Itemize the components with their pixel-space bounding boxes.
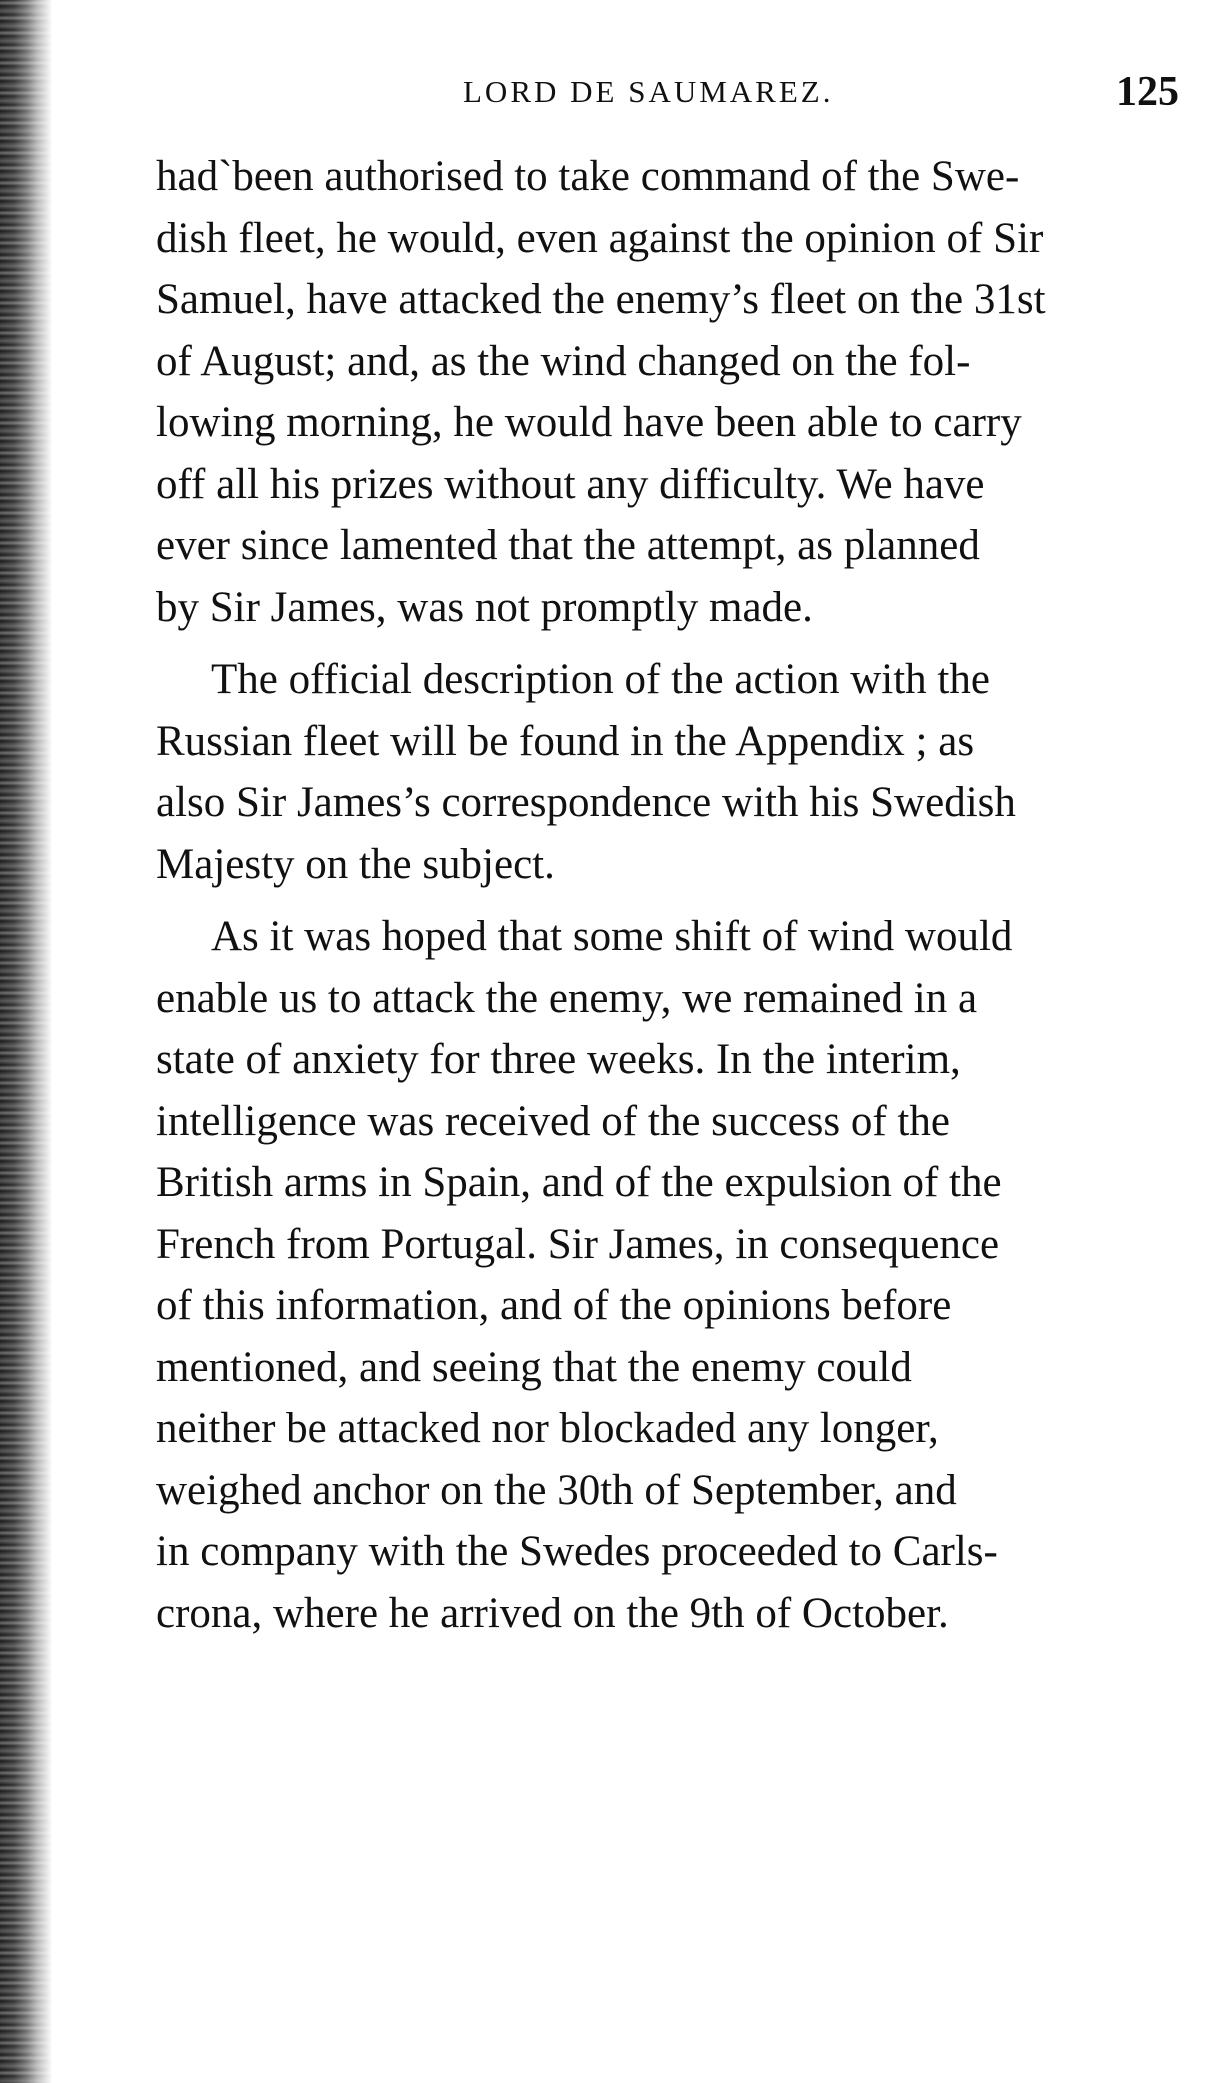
text-line: Samuel, have attacked the enemy’s fleet on the 31st	[156, 276, 1046, 323]
text-line: As it was hoped that some shift of wind would	[211, 913, 1013, 960]
text-line: British arms in Spain, and of the expulsion of the	[156, 1159, 1002, 1206]
text-line: The official description of the action with the	[211, 656, 990, 703]
paragraph-2	[156, 649, 1215, 895]
body-text	[156, 146, 1215, 1644]
text-line: in company with the Swedes proceeded to Carls-	[156, 1528, 998, 1575]
text-line: of August; and, as the wind changed on the fol-	[156, 337, 971, 385]
text-line: of this information, and of the opinions before	[156, 1282, 952, 1329]
text-line: mentioned, and seeing that the enemy could	[156, 1343, 912, 1391]
running-title: LORD DE SAUMAREZ.	[463, 74, 834, 109]
text-line: state of anxiety for three weeks. In the interim,	[156, 1036, 961, 1083]
text-line: hadˋbeen authorised to take command of the Swe-	[156, 153, 1020, 200]
text-line: also Sir James’s correspondence with his Swedish	[156, 779, 1016, 826]
text-line: by Sir James, was not promptly made.	[156, 583, 813, 631]
text-line: intelligence was received of the success of the	[156, 1097, 950, 1145]
text-line: lowing morning, he would have been able to carry	[156, 399, 1022, 446]
page-header	[0, 69, 1215, 124]
text-line: ever since lamented that the attempt, as planned	[156, 522, 980, 569]
text-line: dish fleet, he would, even against the opinion of Sir	[156, 214, 1044, 262]
text-line: Russian fleet will be found in the Appendix ; as	[156, 717, 975, 765]
text-line: crona, where he arrived on the 9th of October.	[156, 1589, 949, 1637]
binding-edge	[0, 0, 52, 2083]
page-number: 125	[1116, 69, 1179, 115]
paragraph-1	[156, 146, 1215, 638]
text-line: neither be attacked nor blockaded any longer,	[156, 1405, 939, 1452]
text-line: off all his prizes without any difficulty. We have	[156, 460, 985, 508]
paragraph-3	[156, 906, 1215, 1644]
text-line: enable us to attack the enemy, we remained in a	[156, 974, 978, 1022]
text-line: Majesty on the subject.	[156, 840, 555, 888]
text-line: French from Portugal. Sir James, in consequence	[156, 1220, 1000, 1268]
text-line: weighed anchor on the 30th of September, and	[156, 1466, 957, 1514]
